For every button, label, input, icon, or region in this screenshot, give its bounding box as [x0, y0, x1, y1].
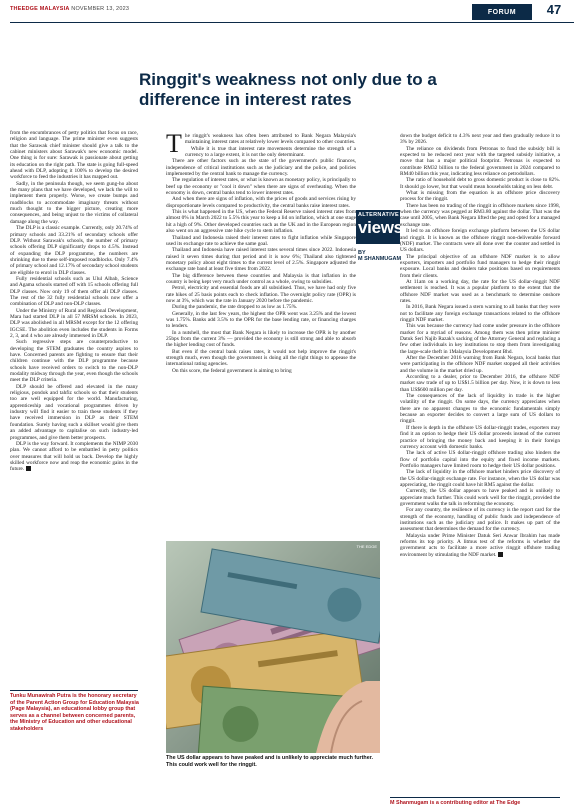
middle-paragraph: But even if the central bank raises rates, it would not help improve the ringgit's strength much, even though the government is doing all the right things to appease the international rating agencies. [166, 348, 356, 368]
masthead [10, 6, 129, 12]
right-paragraph: The lack of liquidity in the offshore market hinders price discovery of the US dollar-ringgit exchange rate. For instance, when the US dollar was appreciating, the ringgit could have hit RM5 against the dollar. [400, 469, 560, 488]
kicker-line-1: ALTERNATIVE [358, 212, 399, 218]
author-footnote: M Shanmugam is a contributing editor at The Edge [390, 800, 521, 806]
section-label: FORUM [472, 4, 532, 20]
drop-cap: T [166, 133, 182, 158]
byline [358, 250, 401, 262]
left-paragraph: from the encumbrances of petty politics that focus on race, religion and language. The prime minister even suggests that the Sarawak chief minister should give a talk to the cabinet ministers about Sarawak's new economic model. One thing is for sure: Sarawak is passionate about getting its education on the right path. The state is going full-speed ahead with DLP, adopting it 100% to develop the desired workforce to feed the industries it has mapped out. [10, 130, 138, 181]
left-paragraph-text: DLP is the way forward. It complements the NIMP 2030 plan. We cannot afford to be embattled in petty politics over measures that will hold us back. Develop the highly skilled workforce now and reap the economic gains in the future. [10, 440, 138, 473]
left-paragraph: DLP should be offered and elevated in the many religious, pondok and tahfiz schools so that their students too are well equipped for the world. Manufacturing, apprenticeship and vocational programmes driven by industry will find it easier to train these students if they have received immersion in DLP as their STEM foundation. Surely having such a skillset would give them an added advantage to capitalise on such industry-led programmes, and give them better prospects. [10, 383, 138, 441]
middle-paragraph: This is what happened in the US, when the Federal Reserve raised interest rates from almost 0% in March 2022 to 5.5% this year to keep a lid on inflation, which at one stage hit a high of 9%. Other developed countries such as the UK and in the European region also went on an aggressive rate hike cycle to stem inflation. [166, 209, 356, 235]
byline-prefix: BY [358, 250, 366, 256]
right-paragraph: After the December 2016 warning from Bank Negara, local banks that were participating in the offshore NDF market stopped all their activities and the volume in the market dried up. [400, 355, 560, 374]
middle-paragraph: There are other factors such as the state of the government's public finances, independence of critical institutions such as the judiciary and the police, and policies implemented by the central bank to manage the currency. [166, 158, 356, 178]
right-paragraph: At 11am on a working day, the rate for the US dollar-ringgit NDF settlement is reached. It was a popular platform to the extent that the offshore NDF market was used as a benchmark to determine onshore rates. [400, 278, 560, 304]
middle-paragraph: The big difference between these countries and Malaysia is that inflation in the country is being kept very much under control as a whole, owing to subsidies. [166, 272, 356, 285]
author-bio: Tunku Munawirah Putra is the honorary secretary of the Parent Action Group for Education Malaysia (Page Malaysia), an educational lobby group that serves as a channel between concerned parents, the Ministry of Education and other educational stakeholders [10, 693, 139, 732]
photo-credit: THE EDGE [356, 544, 377, 549]
left-paragraph: Fully residential schools such as Ulul Albab, Science and Agama schools started off with 15 schools offering full DLP classes. Now only 19 of them offer all DLP classes. The rest of the 32 fully residential schools now offer a combination of DLP and non-DLP classes. [10, 275, 138, 308]
left-paragraph: The DLP is a classic example. Currently, only 20.74% of primary schools and 33.21% of secondary schools offer DLP. Without Sarawak's schools, the number of primary schools offering DLP significantly drops to 4.5%. Instead of expanding the DLP programme, the numbers are shrinking due to these self-imposed roadblocks. Only 7.4% of primary school and 12.17% of secondary school students are eligible to enrol in DLP classes. [10, 225, 138, 276]
middle-paragraph: And when there are signs of inflation, with the prices of goods and services rising by disproportionate levels compared to productivity, the central banks raise interest rates. [166, 196, 356, 209]
page-header [0, 0, 580, 20]
middle-paragraph-text: he ringgit's weakness has often been attributed to Bank Negara Malaysia's maintaining interest rates at relatively lower levels compared to other countries. [184, 133, 356, 146]
middle-paragraph: Thailand and Indonesia have raised interest rates several times since 2022. Indonesia raised it seven times during that period and it is now 6%; Thailand also tightened monetary policy about eight times to the current level of 2.5%. Singapore adjusted the exchange rate band at least five times from 2022. [166, 247, 356, 273]
right-paragraph: The ratio of household debt to gross domestic product is close to 82%. It should go lower, but that would mean households taking on less debt. [400, 177, 560, 190]
right-paragraph: If there is depth in the offshore US dollar-ringgit trades, exporters may find it an option to hedge their US dollar proceeds instead of the current practice of bringing the money back and keeping it in their foreign currency account with domestic banks. [400, 424, 560, 450]
right-paragraph: What is missing from the equation is an offshore price discovery process for the ringgit. [400, 190, 560, 203]
left-column [10, 130, 138, 685]
left-paragraph: Sadly, in the peninsula though, we seem gung-ho about the many plans that we have developed, we lack the will to implement them properly. Worse, we create bumps and roadblocks to accommodate imaginary threats without much thought to the bigger picture, creating more consequences, and being unjust to the victims of collateral damage along the way. [10, 180, 138, 225]
right-paragraph: The consequences of the lack of liquidity in trade is the higher volatility of the ringgit. On some days, the currency appreciates when there are no apparent changes to the economic fundamentals simply because an exporter decides to convert a large sum of US dollars to ringgit. [400, 393, 560, 425]
end-mark-icon [498, 552, 503, 557]
left-paragraph: Under the Ministry of Rural and Regional Development, Mara had started DLP in all 57 MRSM schools. In 2023, DLP was abolished in all MRSM except for the 12 offering IGCSE. The abolition even includes the students in Forms 2, 3, and 4 who are already immersed in DLP. [10, 307, 138, 339]
right-paragraph: This was because the currency had come under pressure in the offshore market for a myriad of reasons. Among them was then prime minister Datuk Seri Najib Razak's sacking of the Attorney General and replacing a few other individuals in key institutions to stop them from investigating the large-scale theft in 1Malaysia Development Bhd. [400, 323, 560, 355]
right-paragraph: According to a dealer, prior to December 2016, the offshore NDF market saw trade of up to US$1.5 billion per day. Now, it is down to less than US$600 million per day. [400, 374, 560, 393]
right-paragraph: There has been no trading of the ringgit in offshore markets since 1998, when the currency was pegged at RM3.80 against the dollar. That was the case until 2005, when Bank Negara lifted the peg and opted for a managed exchange rate. [400, 202, 560, 228]
issue-date: NOVEMBER 13, 2023 [71, 6, 130, 12]
left-paragraph [10, 441, 138, 473]
left-paragraph: Such regressive steps are counterproductive to developing the STEM graduates the country aspires to have. Concerned parents are fighting to ensure that their children continue with the DLP programme because schools have received orders to switch to the non-DLP modality midway through the year, even though the schools meet the DLP criteria. [10, 339, 138, 384]
right-column [400, 133, 560, 793]
bio-rule [10, 690, 138, 691]
middle-paragraph: The regulation of interest rates, or what is known as monetary policy, is principally to beef up the economy or "cool it down" when there are signs of overheating. When the economy is down, central banks tend to lower interest rates. [166, 177, 356, 197]
right-paragraph: Currently, the US dollar appears to have peaked and is unlikely to appreciate much further. This could work well for the ringgit, provided the government walks the talk in reforming the economy. [400, 488, 560, 507]
kicker-line-2: views [358, 218, 403, 237]
right-paragraph: The principal objective of an offshore NDF market is to allow exporters, importers and portfolio fund managers to hedge their ringgit exposure. Local banks and dealers take positions based on requirements from their clients. [400, 253, 560, 279]
middle-paragraph: While it is true that interest rate movements determine the strength of a currency to a large extent, it is not the only determinant. [184, 145, 356, 159]
brand-name: THEEDGE MALAYSIA [10, 6, 70, 12]
right-paragraph-text: Malaysia under Prime Minister Datuk Seri Anwar Ibrahim has made reforms its top priority. A litmus test of the reforms is whether the government acts to facilitate a more active ringgit offshore trading environment by stimulating the NDF market. [400, 532, 560, 558]
right-paragraph [400, 533, 560, 558]
banknotes-illustration [166, 541, 380, 753]
right-paragraph: In 2016, Bank Negara issued a stern warning to all banks that they were not to facilitate any foreign exchange transactions related to the offshore ringgit NDF market. [400, 304, 560, 323]
ringgit-banknotes-photo [166, 541, 380, 753]
article-headline: Ringgit's weakness not only due to a difference in interest rates [139, 70, 437, 109]
right-paragraph: It led to an offshore foreign exchange platform between the US dollar and ringgit. It is known as the offshore ringgit non-deliverable forward (NDF) market. The contracts were all done over the counter and settled in US dollars. [400, 228, 560, 254]
middle-paragraph: During the pandemic, the rate dropped to as low as 1.75%. [172, 304, 298, 311]
middle-paragraph: On this score, the federal government is aiming to bring [172, 367, 292, 374]
right-paragraph: down the budget deficit to 4.3% next year and then gradually reduce it to 3% by 2026. [400, 133, 560, 146]
middle-paragraph: Generally, in the last few years, the highest the OPR went was 3.25% and the lowest was 1.75%. Banks add 3.5% to the OPR for the base lending rate, or financing charges to lenders. [166, 310, 356, 330]
page-number: 47 [546, 2, 562, 17]
header-rule [10, 22, 574, 23]
right-paragraph: The reliance on dividends from Petronas to fund the subsidy bill is expected to be reduced next year with the targeted subsidy initiative, a move that has a major political footprint. Petronas is expected to contribute RM32 billion to the federal government in 2024 compared to RM40 billion this year, indicating less reliance on petrodollars. [400, 145, 560, 178]
end-mark-icon [26, 466, 31, 471]
byline-author: M SHANMUGAM [358, 256, 402, 262]
middle-paragraph: Petrol, electricity and essential foods are all subsidised. Thus, we have had only five rate hikes of 25 basis points each to check inflation. The overnight policy rate (OPR) is now at 3%, which was the rate in January 2020 before the pandemic. [166, 285, 356, 304]
right-paragraph: For any country, the resilience of its currency is the report card for the strength of the economy, handling of public funds and independence of institutions such as the judiciary and police. It makes up part of the assessment that determines the demand for the currency. [400, 507, 560, 533]
right-paragraph: The lack of active US dollar-ringgit offshore trading also hinders the flow of portfolio capital into the equity and fixed income markets. Portfolio managers have limited room to hedge their US dollar positions. [400, 450, 560, 469]
middle-paragraph: Thailand and Indonesia raised their interest rates to fight inflation while Singapore used its exchange rate to achieve the same goal. [166, 234, 356, 247]
middle-paragraph: In a nutshell, the most that Bank Negara is likely to increase the OPR is by another 25bps from the current 3% — provided the economy is still strong and able to absorb the higher lending cost of funds. [166, 329, 356, 349]
footnote-rule [390, 797, 560, 798]
alternative-views-kicker [356, 210, 403, 244]
photo-caption: The US dollar appears to have peaked and is unlikely to appreciate much further. This could work well for the ringgit. [166, 755, 373, 768]
middle-column [166, 133, 356, 533]
